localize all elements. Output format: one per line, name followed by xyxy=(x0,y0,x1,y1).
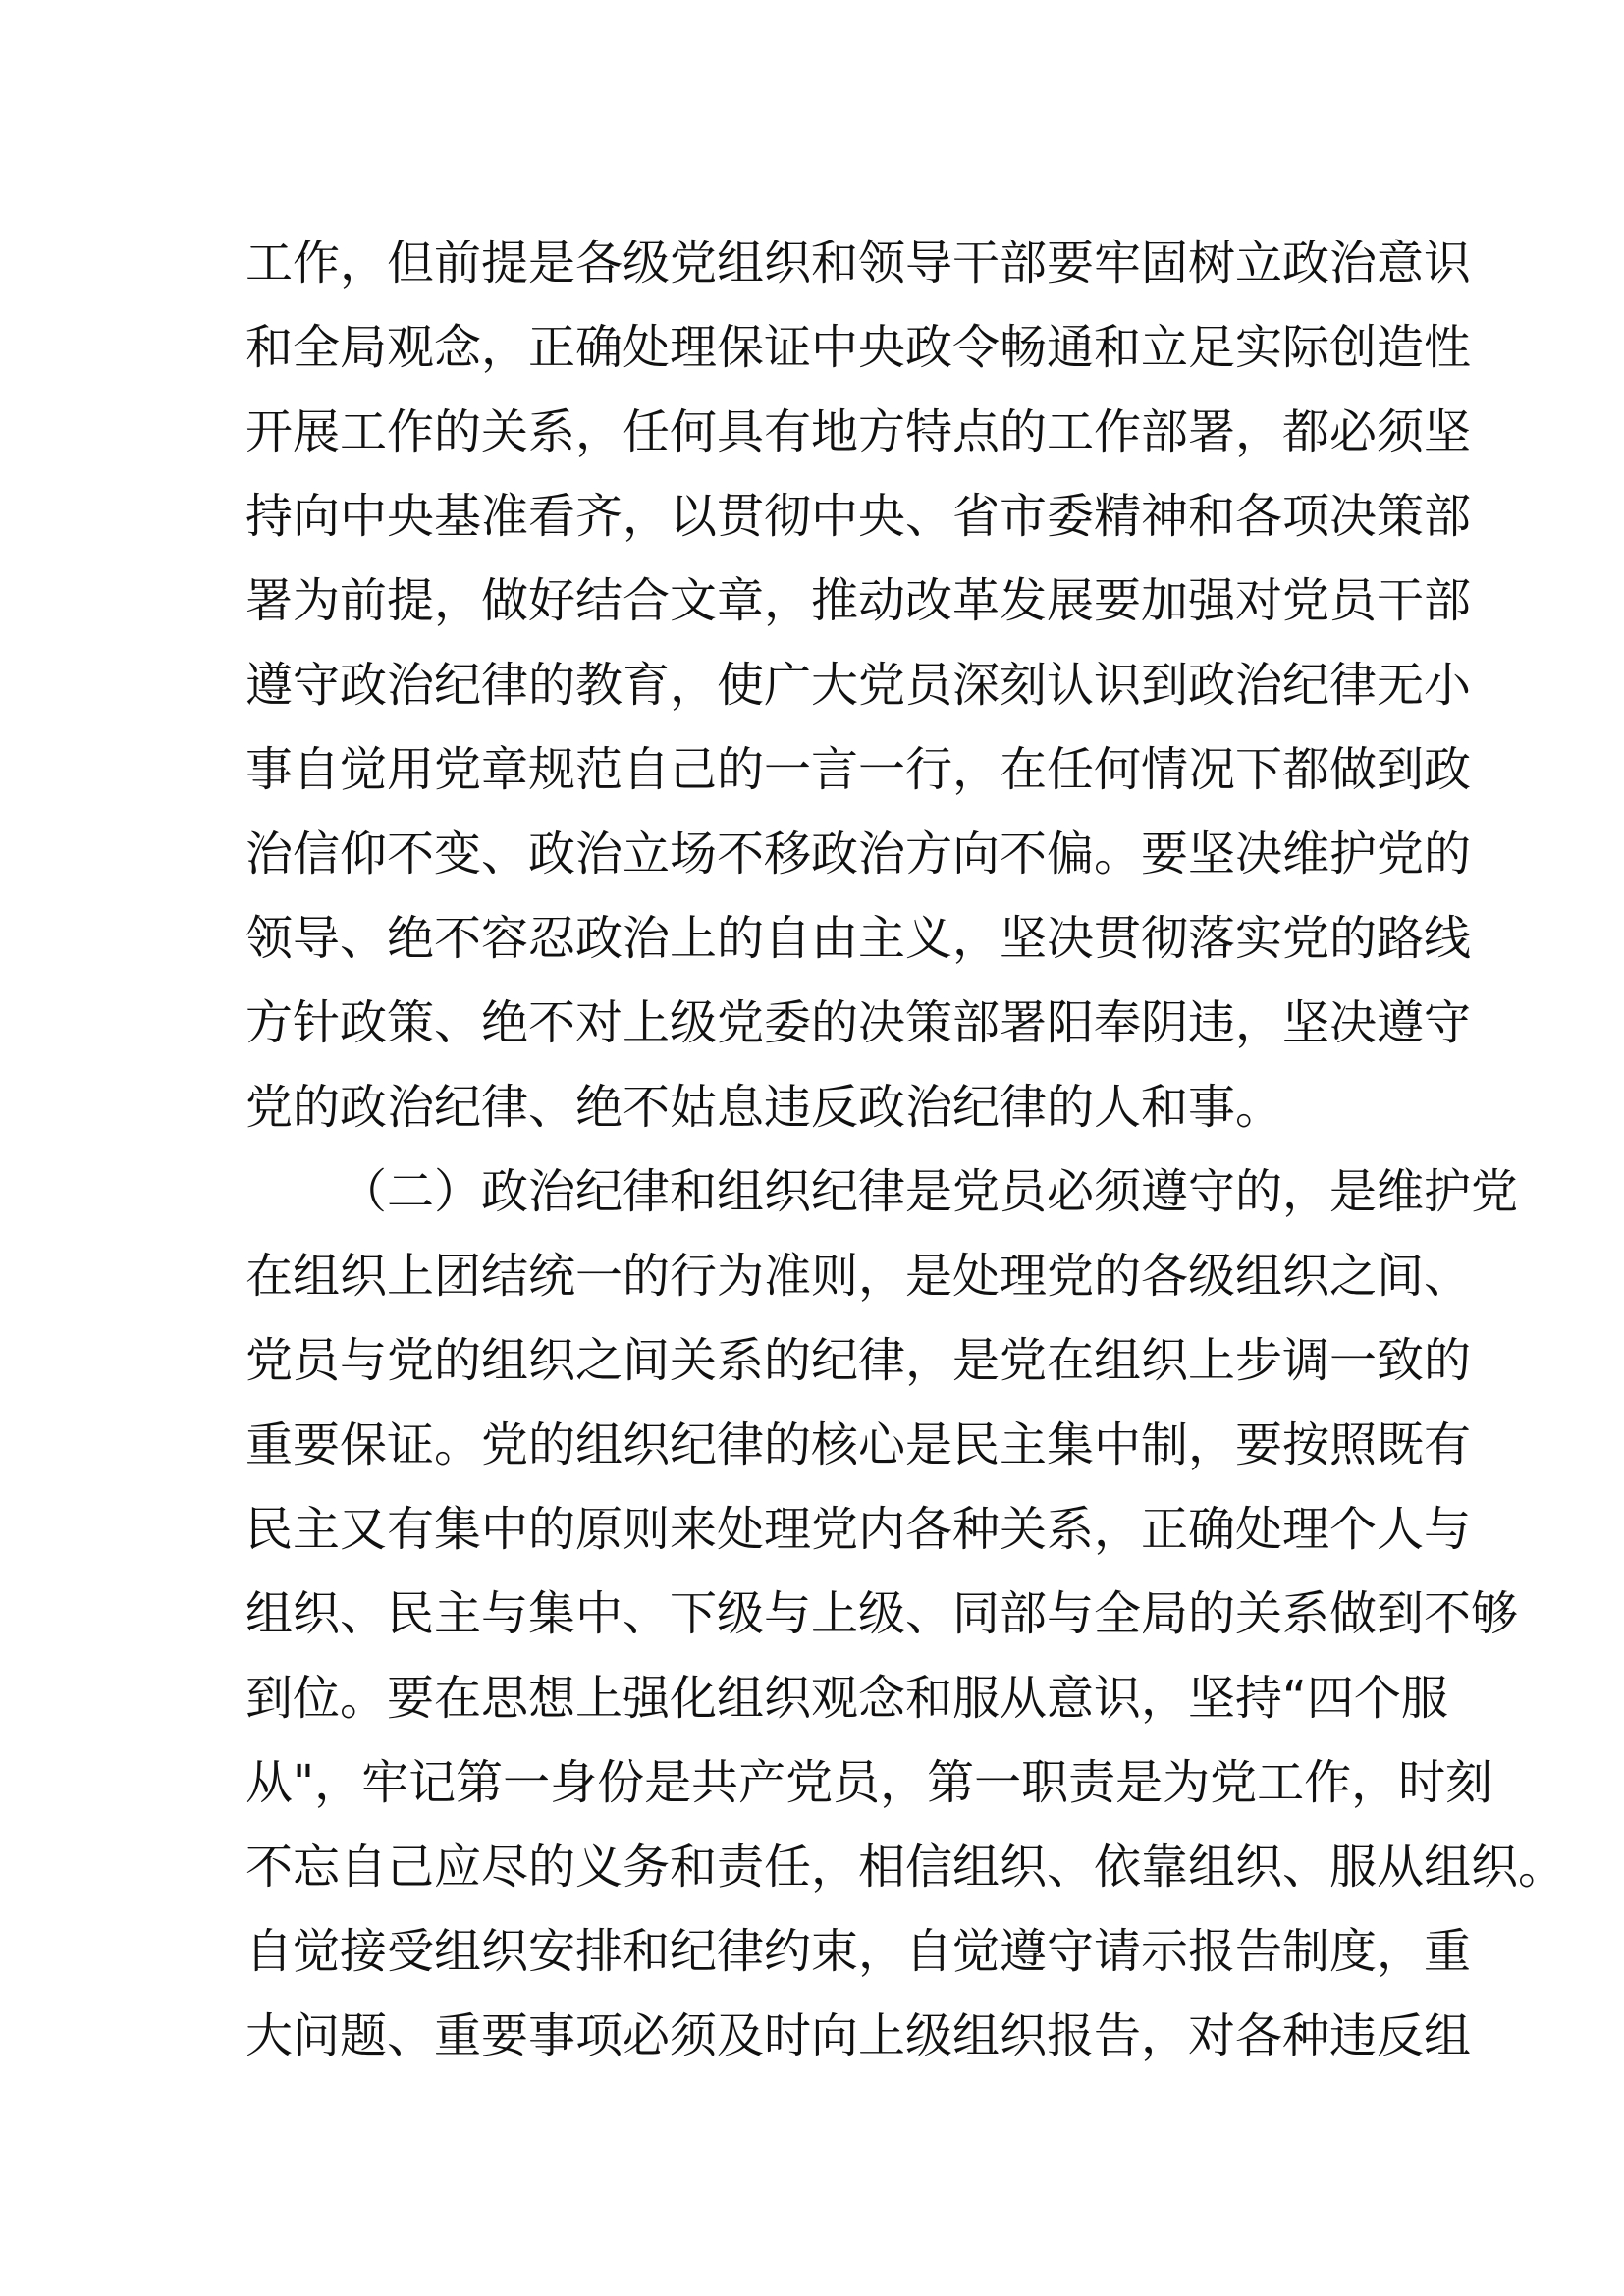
text-line: 重要保证。党的组织纪律的核心是民主集中制，要按照既有 xyxy=(245,1417,1472,1472)
text-line: 遵守政治纪律的教育，使广大党员深刻认识到政治纪律无小 xyxy=(245,658,1472,713)
text-line: 到位。要在思想上强化组织观念和服从意识，坚持“四个服 xyxy=(245,1671,1448,1726)
text-line: 从"，牢记第一身份是共产党员，第一职责是为党工作，时刻 xyxy=(245,1755,1493,1810)
text-line: 署为前提，做好结合文章，推动改革发展要加强对党员干部 xyxy=(245,573,1472,628)
text-line: 党的政治纪律、绝不姑息违反政治纪律的人和事。 xyxy=(245,1080,1283,1135)
text-line: 自觉接受组织安排和纪律约束，自觉遵守请示报告制度，重 xyxy=(245,1924,1472,1979)
text-line: 大问题、重要事项必须及时向上级组织报告，对各种违反组 xyxy=(245,2008,1472,2063)
text-line: 不忘自己应尽的义务和责任，相信组织、依靠组织、服从组织。 xyxy=(245,1840,1566,1895)
text-line: 在组织上团结统一的行为准则，是处理党的各级组织之间、 xyxy=(245,1249,1472,1304)
text-line: 党员与党的组织之间关系的纪律，是党在组织上步调一致的 xyxy=(245,1333,1472,1388)
body-text xyxy=(245,221,1566,2078)
text-line: 民主又有集中的原则来处理党内各种关系，正确处理个人与 xyxy=(245,1502,1472,1557)
text-line: 工作，但前提是各级党组织和领导干部要牢固树立政治意识 xyxy=(245,236,1472,291)
text-line: 事自觉用党章规范自己的一言一行，在任何情况下都做到政 xyxy=(245,742,1472,797)
text-line: 持向中央基准看齐，以贯彻中央、省市委精神和各项决策部 xyxy=(245,489,1472,544)
text-line: 组织、民主与集中、下级与上级、同部与全局的关系做到不够 xyxy=(245,1586,1519,1641)
text-line: 和全局观念，正确处理保证中央政令畅通和立足实际创造性 xyxy=(245,320,1472,375)
text-line: 治信仰不变、政治立场不移政治方向不偏。要坚决维护党的 xyxy=(245,827,1472,881)
text-line: 方针政策、绝不对上级党委的决策部署阳奉阴违，坚决遵守 xyxy=(245,995,1472,1050)
section-heading-line: （二）政治纪律和组织纪律是党员必须遵守的，是维护党 xyxy=(340,1164,1519,1219)
text-line: 开展工作的关系，任何具有地方特点的工作部署，都必须坚 xyxy=(245,404,1472,459)
text-line: 领导、绝不容忍政治上的自由主义，坚决贯彻落实党的路线 xyxy=(245,911,1472,966)
